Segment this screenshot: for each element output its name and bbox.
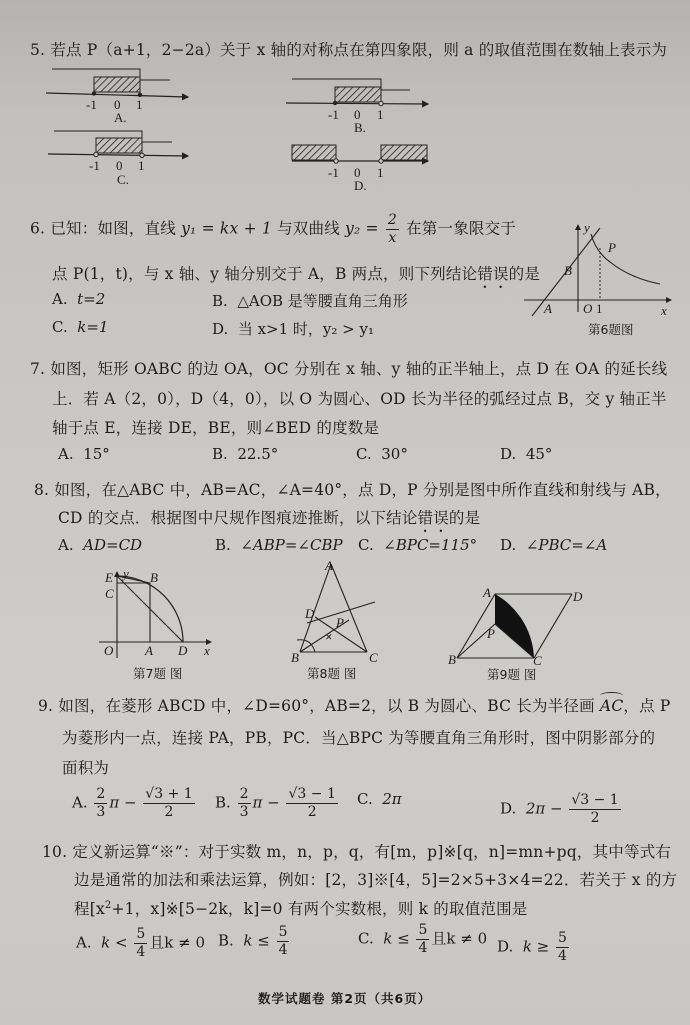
page-footer: 数学试题卷 第2页（共6页） [258, 991, 432, 1006]
svg-text:0: 0 [114, 97, 121, 112]
q9-arc-ac: AC [600, 697, 623, 715]
q10-line1: 10. 定义新运算“※”：对于实数 m，n，p，q，有[m，p]※[q，n]=mn+pq，其中等式右 [42, 843, 672, 861]
q5-option-a-label: A. [114, 110, 127, 125]
svg-text:x: x [204, 643, 210, 658]
svg-text:-1: -1 [89, 158, 100, 173]
svg-text:P: P [487, 626, 495, 641]
svg-text:O: O [104, 643, 114, 658]
q8-line1: 8. 如图，在△ABC 中，AB=AC，∠A=40°，点 D，P 分别是图中所作直线和射线与 AB， [34, 481, 671, 499]
svg-text:1: 1 [138, 158, 145, 173]
svg-text:0: 0 [116, 158, 123, 173]
q7-figure [95, 568, 220, 663]
q9-line1: 9. 如图，在菱形 ABCD 中，∠D=60°，AB=2，以 B 为圆心、BC 长为半径画 AC，点 P [38, 694, 671, 716]
svg-text:P: P [336, 615, 344, 630]
svg-text:C: C [369, 650, 378, 665]
q5-option-d-label: D. [354, 178, 367, 193]
q6-option-a[interactable]: A. t=2 [52, 290, 106, 308]
q7-line2: 上．若 A（2，0），D（4，0），以 O 为圆心、OD 长为半径的弧经过点 B，交 y 轴正半 [52, 390, 667, 408]
q10-line2: 边是通常的加法和乘法运算，例如：[2，3]※[4，5]=2×5+3×4=22．若关于 x 的方 [74, 871, 678, 889]
q8-option-d[interactable]: D. ∠PBC=∠A [500, 536, 608, 554]
q7-figure-caption: 第7题 图 [133, 666, 183, 681]
q9-option-c[interactable]: C. 2π [357, 790, 402, 808]
q6-figure-caption: 第6题图 [588, 322, 634, 337]
q6-equation-line: y₁ = kx + 1 [181, 219, 272, 238]
q5-option-c-label: C. [117, 172, 129, 187]
q10-option-d[interactable]: D. k ≥ $\frac{5}{4}$ [497, 930, 567, 964]
q9-line3: 面积为 [62, 759, 110, 777]
q8-line2: CD 的交点．根据图中尺规作图痕迹推断，以下结论错误的是 [58, 509, 481, 527]
q5-option-b-figure[interactable] [286, 79, 428, 135]
svg-text:A: A [544, 301, 552, 316]
q5-option-d-figure[interactable] [292, 145, 428, 193]
svg-text:O: O [583, 301, 593, 316]
svg-text:1: 1 [136, 97, 143, 112]
svg-text:y: y [584, 220, 590, 235]
svg-text:P: P [608, 240, 616, 255]
q7-line1: 7. 如图，矩形 OABC 的边 OA，OC 分别在 x 轴、y 轴的正半轴上，点 D 在 OA 的延长线 [30, 360, 668, 378]
q6-text: 点 P(1，t)，与 x 轴、y 轴分别交于 A，B 两点，则下列结论 [52, 265, 478, 283]
svg-text:C: C [105, 586, 114, 601]
svg-text:A: A [483, 585, 491, 600]
q5-number-line-figures [40, 60, 440, 200]
q8-figure [285, 560, 395, 665]
q6-number: 6. [30, 219, 46, 238]
svg-text:1: 1 [377, 165, 384, 180]
q6-figure [520, 220, 680, 325]
q5-number: 5. [30, 41, 46, 59]
svg-text:D: D [305, 606, 315, 621]
q9-option-a[interactable]: A. $\frac{2}{3}$ π − $\frac{√3 + 1}{2}$ [72, 786, 193, 820]
svg-text:-1: -1 [328, 165, 339, 180]
q8-figure-caption: 第8题 图 [307, 666, 357, 681]
q6-option-c[interactable]: C. k=1 [52, 318, 109, 336]
q9-figure [445, 585, 595, 665]
q6-option-b[interactable]: B. △AOB 是等腰直角三角形 [212, 292, 408, 310]
q6-stem-line2 [52, 262, 540, 292]
q6-option-d[interactable]: D. 当 x>1 时，y₂ > y₁ [212, 320, 374, 338]
q8-option-b[interactable]: B. ∠ABP=∠CBP [215, 536, 343, 554]
svg-text:0: 0 [354, 165, 361, 180]
svg-text:-1: -1 [328, 107, 339, 122]
q5-option-b-label: B. [354, 120, 366, 135]
q10-option-a[interactable]: A. k < $\frac{5}{4}$ 且k ≠ 0 [76, 926, 206, 960]
svg-text:y: y [123, 568, 129, 581]
svg-text:B: B [291, 650, 299, 665]
q6-text: 已知：如图，直线 [50, 219, 176, 238]
q8-option-a[interactable]: A. AD=CD [58, 536, 143, 554]
q5-option-a-figure[interactable] [46, 69, 188, 125]
q6-equation-hyperbola: y₂ = [345, 219, 379, 238]
q5-stem [30, 38, 667, 60]
svg-text:-1: -1 [86, 97, 97, 112]
q5-stem-text: 若点 P（a+1，2−2a）关于 x 轴的对称点在第四象限，则 a 的取值范围在数轴上表示为 [50, 41, 668, 59]
svg-text:A: A [145, 643, 153, 658]
q9-figure-caption: 第9题 图 [487, 667, 537, 682]
q9-option-b[interactable]: B. $\frac{2}{3}$ π − $\frac{√3 - 1}{2}$ [215, 786, 336, 820]
q7-option-a[interactable]: A. 15° [58, 445, 110, 463]
q7-line3: 轴于点 E，连接 DE，BE，则∠BED 的度数是 [52, 419, 380, 437]
svg-text:0: 0 [354, 107, 361, 122]
svg-text:1: 1 [377, 107, 384, 122]
q8-option-c[interactable]: C. ∠BPC=115° [358, 536, 478, 554]
svg-text:D: D [573, 589, 583, 604]
svg-text:A: A [325, 560, 333, 573]
q6-emphasis: 错误 [477, 265, 509, 283]
q7-option-d[interactable]: D. 45° [500, 445, 553, 463]
q6-text: 在第一象限交于 [406, 219, 517, 238]
q9-option-d[interactable]: D. 2π − $\frac{√3 - 1}{2}$ [500, 792, 619, 826]
q7-option-c[interactable]: C. 30° [356, 445, 408, 463]
q6-text: 的是 [508, 265, 541, 283]
q5-option-c-figure[interactable] [48, 131, 188, 187]
q9-line2: 为菱形内一点，连接 PA，PB，PC．当△BPC 为等腰直角三角形时，图中阴影部分的 [62, 729, 656, 747]
svg-text:B: B [448, 652, 456, 665]
svg-text:C: C [533, 653, 542, 665]
svg-text:B: B [564, 263, 572, 278]
q6-frac-num: 2 [387, 212, 397, 228]
q6-frac-den: x [388, 230, 397, 246]
svg-text:D: D [178, 643, 188, 658]
svg-text:1: 1 [596, 301, 603, 316]
svg-text:✕: ✕ [325, 632, 333, 642]
q6-text: 与双曲线 [277, 219, 340, 238]
svg-text:E: E [105, 570, 113, 585]
q6-stem-line1 [30, 212, 516, 247]
svg-text:x: x [661, 303, 667, 318]
q10-line3: 程[$x^2+1$，x]※[5−2k，k]=0 有两个实数根，则 k 的取值范围是 [74, 899, 528, 918]
q7-option-b[interactable]: B. 22.5° [212, 445, 279, 463]
q10-option-b[interactable]: B. k ≤ $\frac{5}{4}$ [218, 924, 288, 958]
q10-option-c[interactable]: C. k ≤ $\frac{5}{4}$ 且k ≠ 0 [358, 922, 488, 956]
svg-text:B: B [150, 570, 158, 585]
